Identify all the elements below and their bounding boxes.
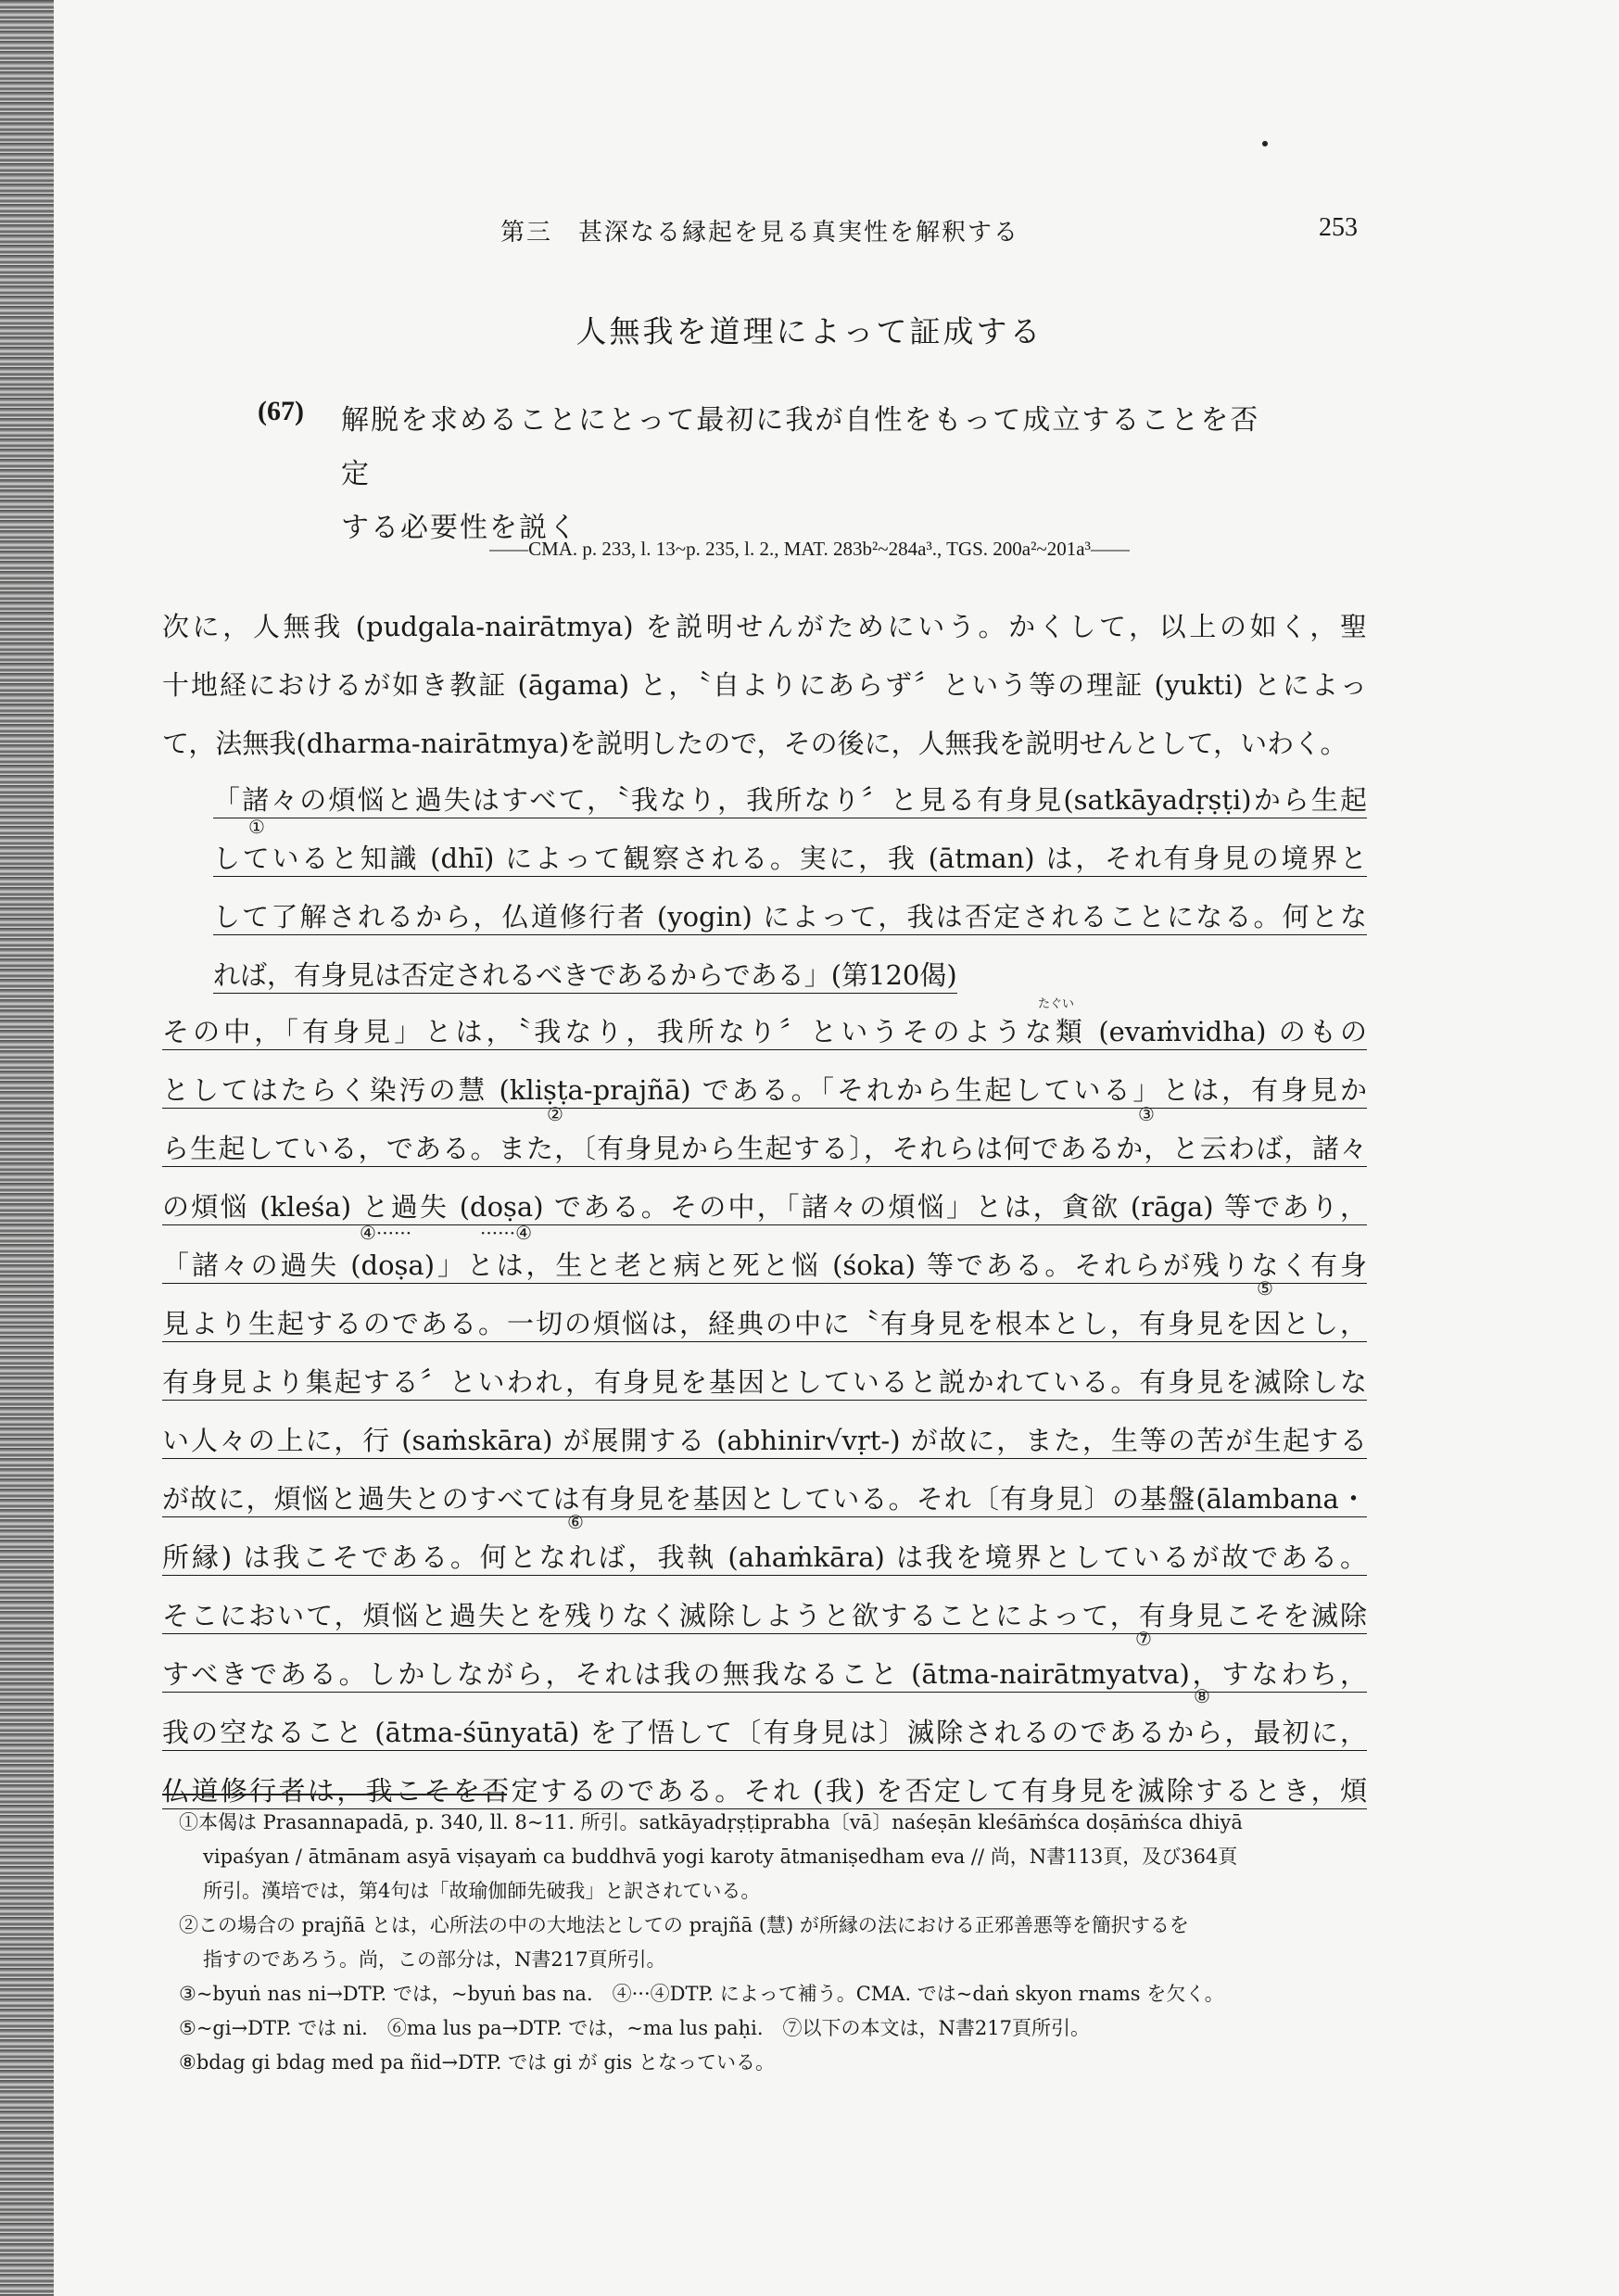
page-number: 253: [1319, 213, 1358, 242]
text-line: て，法無我(dharma-nairātmya)を説明したので，その後に，人無我を説明せんとして，いわく。: [162, 728, 1347, 759]
commentary-paragraph: [162, 1003, 1367, 1820]
text-line: ら生起している，である。また，〔有身見から生起する〕，それらは何であるか，と云わば，諸々: [162, 1133, 1367, 1167]
text-line: その中，「有身見」とは，〝我なり，我所なり〞というそのような類 (evaṁvidha) のもの: [162, 1016, 1367, 1050]
footnote-1-line: ①本偈は Prasannapadā, p. 340, ll. 8~11. 所引。satkāyadṛṣṭiprabha〔vā〕naśeṣān kleśāṁśca doṣāṁśca dhiyā: [179, 1811, 1243, 1833]
text-line: 十地経におけるが如き教証 (āgama) と，〝自よりにあらず〞という等の理証 (yukti) とによっ: [162, 669, 1367, 701]
text-line: としてはたらく染汚の慧 (kliṣṭa-prajñā) である。「それから生起している」とは，有身見か: [162, 1074, 1367, 1109]
note-mark-4-end: ······④: [480, 1222, 533, 1244]
source-reference: ——CMA. p. 233, l. 13~p. 235, l. 2., MAT. 283b²~284a³., TGS. 200a²~201a³——: [489, 538, 1130, 560]
note-mark-7: ⑦: [1135, 1628, 1152, 1650]
text-line: 次に，人無我 (pudgala-nairātmya) を説明せんがためにいう。かくして，以上の如く，聖: [162, 611, 1367, 642]
text-line: が故に，煩悩と過失とのすべては有身見を基因としている。それ〔有身見〕の基盤(ālambana・: [162, 1483, 1367, 1517]
note-mark-4-start: ④······: [360, 1222, 412, 1244]
footnote-2-line: 指すのであろう。尚，この部分は，N書217頁所引。: [203, 1948, 666, 1971]
section-title: 人無我を道理によって証成する: [576, 313, 1043, 349]
intro-paragraph: [162, 598, 1367, 773]
text-line: 仏道修行者は，我こそを否定するのである。それ (我) を否定して有身見を滅除するとき，煩: [162, 1775, 1367, 1809]
footnote-1-line: vipaśyan / ātmānam asyā viṣayaṁ ca buddhvā yogi karoty ātmaniṣedham eva // 尚，N書113頁，及び364頁: [203, 1846, 1238, 1868]
text-line: 「諸々の煩悩と過失はすべて，〝我なり，我所なり〞と見る有身見(satkāyadṛṣṭi)から生起: [213, 784, 1367, 818]
note-mark-2: ②: [547, 1103, 563, 1125]
footnote-8-line: ⑧bdag gi bdag med pa ñid→DTP. では gi が gis となっている。: [179, 2051, 775, 2074]
text-line: 有身見より集起する〞といわれ，有身見を基因としていると説かれている。有身見を滅除しな: [162, 1366, 1367, 1401]
item-title: [341, 394, 1286, 555]
text-line: 我の空なること (ātma-śūnyatā) を了悟して〔有身見は〕滅除されるのであるから，最初に，: [162, 1717, 1367, 1751]
footnote-5-7-line: ⑤~gi→DTP. では ni. ⑥ma lus pa→DTP. では，~ma lus paḥi. ⑦以下の本文は，N書217頁所引。: [179, 2017, 1090, 2039]
text-line: すべきである。しかしながら，それは我の無我なること (ātma-nairātmyatva)，すなわち，: [162, 1658, 1367, 1693]
text-line: 「諸々の過失 (doṣa)」とは，生と老と病と死と悩 (śoka) 等である。それらが残りなく有身: [162, 1249, 1367, 1284]
note-mark-5: ⑤: [1257, 1277, 1273, 1300]
footnote-2-line: ②この場合の prajñā とは，心所法の中の大地法としての prajñā (慧) が所縁の法における正邪善悪等を簡択するを: [179, 1914, 1189, 1936]
text-line: い人々の上に，行 (saṁskāra) が展開する (abhinir√vṛt-) が故に，また，生等の苦が生起する: [162, 1425, 1367, 1459]
footnotes: [179, 1806, 1374, 2080]
text-line: そこにおいて，煩悩と過失とを残りなく滅除しようと欲することによって，有身見こそを滅除: [162, 1600, 1367, 1634]
text-line: して了解されるから，仏道修行者 (yogin) によって，我は否定されることになる。何とな: [213, 901, 1367, 935]
ruby-annotation: たぐい: [1038, 997, 1075, 1011]
verse-quote: [213, 771, 1367, 1005]
item-title-line: 解脱を求めることにとって最初に我が自性をもって成立することを否定: [341, 404, 1260, 490]
note-mark-3: ③: [1138, 1103, 1155, 1125]
footnote-divider: [162, 1794, 507, 1795]
footnote-3-4-line: ③~byuṅ nas ni→DTP. では，~byuṅ bas na. ④···④DTP. によって補う。CMA. では~daṅ skyon rnams を欠く。: [179, 1983, 1224, 2005]
text-line: の煩悩 (kleśa) と過失 (doṣa) である。その中，「諸々の煩悩」とは，貪欲 (rāga) 等であり，: [162, 1191, 1367, 1225]
note-mark-8: ⑧: [1194, 1685, 1210, 1707]
item-title-line: する必要性を説く: [341, 512, 578, 544]
text-line: れば，有身見は否定されるべきであるからである」(第120偈): [213, 959, 957, 994]
running-header-title: 第三 甚深なる縁起を見る真実性を解釈する: [500, 219, 1020, 247]
text-line: していると知識 (dhī) によって観察される。実に，我 (ātman) は，それ有身見の境界と: [213, 843, 1367, 877]
scan-speck: [1262, 141, 1268, 146]
text-line: 所縁) は我こそである。何となれば，我執 (ahaṁkāra) は我を境界としているが故である。: [162, 1541, 1367, 1576]
note-mark-1: ①: [248, 816, 265, 838]
note-mark-6: ⑥: [567, 1511, 584, 1533]
footnote-1-line: 所引。漢培では，第4句は「故瑜伽師先破我」と訳されている。: [203, 1880, 761, 1902]
item-number: (67): [258, 396, 304, 426]
text-line: 見より生起するのである。一切の煩悩は，経典の中に〝有身見を根本とし，有身見を因とし，: [162, 1308, 1367, 1342]
